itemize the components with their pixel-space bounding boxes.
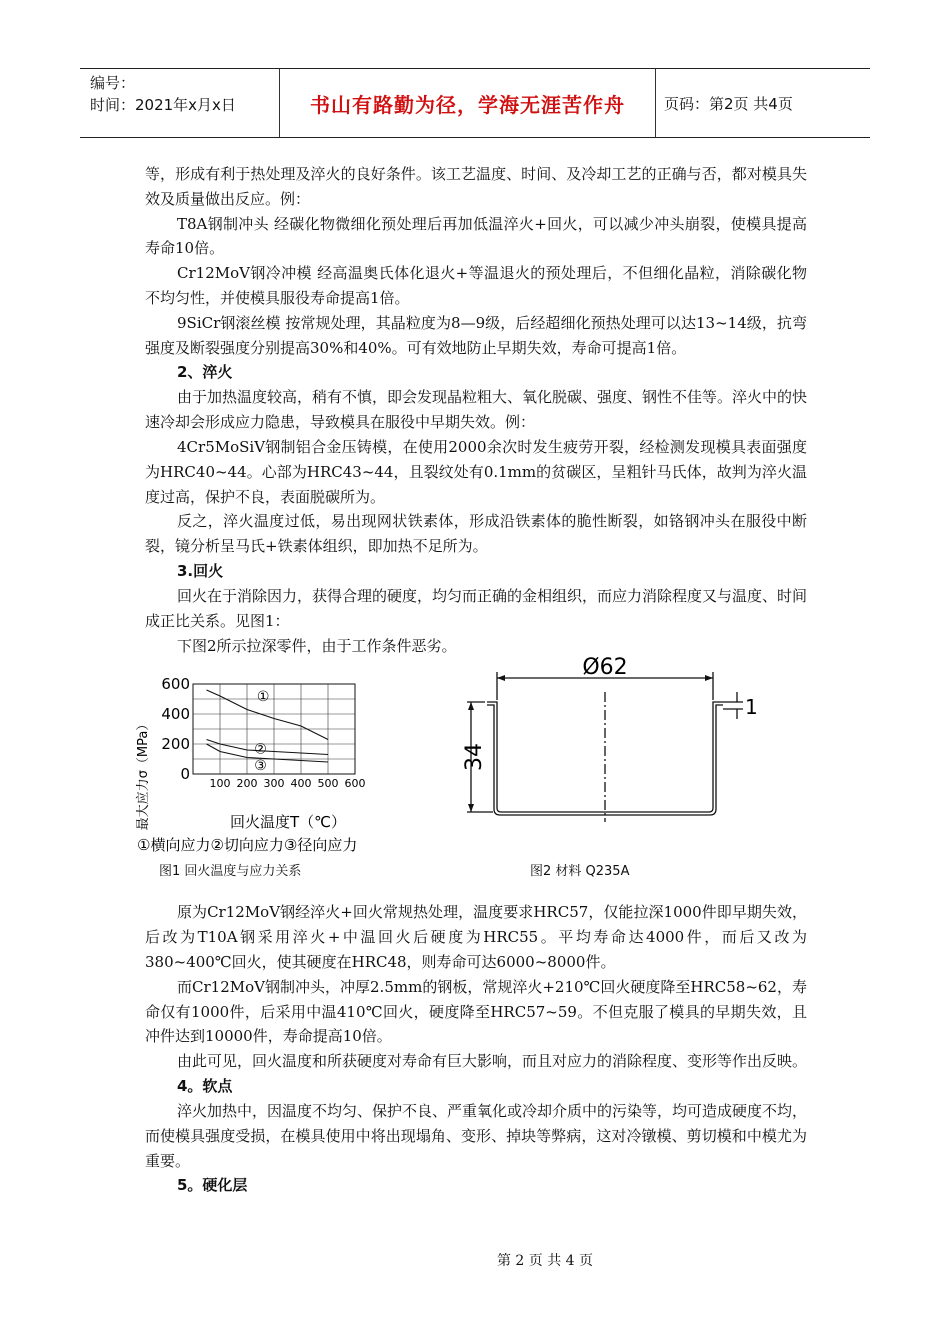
x-tick-label: 300 (263, 777, 285, 791)
x-tick-label: 400 (290, 777, 312, 791)
section-heading-soft-spot: 4。软点 (177, 1076, 233, 1095)
y-tick-label: 400 (161, 705, 190, 724)
document-body (136, 162, 808, 1198)
page-header (80, 68, 870, 138)
chart-grid (193, 684, 355, 774)
section-heading-hardened-layer: 5。硬化层 (177, 1176, 248, 1195)
chart-x-ticks (210, 777, 366, 790)
paragraph: 等，形成有利于热处理及淬火的良好条件。该工艺温度、时间、及冷却工艺的正确与否，都对模具失效及质量做出反应。例： (145, 165, 807, 208)
figure-2-drawing (462, 655, 758, 852)
chart-y-axis-label: 最大应力σ（MPa） (136, 718, 151, 831)
paragraph: 由于加热温度较高，稍有不慎，即会发现晶粒粗大、氧化脱碳、强度、钢性不佳等。淬火中的快速冷却会形成应力隐患，导致模具在服役中早期失效。例： (145, 388, 808, 432)
y-tick-label: 0 (180, 765, 190, 784)
figure-1-caption: 图1 回火温度与应力关系 (159, 864, 302, 880)
paragraph: 反之，淬火温度过低，易出现网状铁素体，形成沿铁素体的脆性断裂，如铬钢冲头在服役中断裂，镜分析呈马氏+铁素体组织，即加热不足所为。 (145, 512, 807, 556)
section-heading-temper: 3.回火 (177, 561, 224, 580)
chart-y-ticks (161, 675, 190, 783)
header-page-info: 页码：第2页 共4页 (664, 94, 793, 113)
document-date-label: 时间：2021年x月x日 (90, 96, 236, 114)
paragraph: T8A钢制冲头 经碳化物微细化预处理后再加低温淬火+回火，可以减少冲头崩裂，使模具提高寿命10倍。 (145, 214, 807, 258)
x-tick-label: 600 (344, 777, 366, 791)
y-tick-label: 200 (161, 735, 190, 754)
chart-x-axis-label: 回火温度T（℃） (229, 813, 347, 832)
paragraph: 下图2所示拉深零件，由于工作条件恶劣。 (177, 636, 457, 655)
height-label: 34 (462, 743, 487, 772)
paragraph: 原为Cr12MoV钢经淬火+回火常规热处理，温度要求HRC57，仅能拉深1000件即早期失效，后改为T10A钢采用淬火+中温回火后硬度为HRC55。平均寿命达4000件，而后又改为380~400℃回火，使其硬度在HRC48，则寿命可达6000~8000件。 (145, 903, 807, 971)
y-tick-label: 600 (161, 675, 190, 694)
document-number-label: 编号： (90, 74, 136, 92)
paragraph: 淬火加热中，因温度不均匀、保护不良、严重氧化或冷却介质中的污染等，均可造成硬度不均，而使模具强度受损，在模具使用中将出现塌角、变形、掉块等弊病，这对冷镦模、剪切模和中模尤为重要。 (145, 1101, 808, 1170)
curve-marker-3: ③ (254, 758, 267, 775)
x-tick-label: 200 (236, 777, 258, 791)
paragraph: 4Cr5MoSiV钢制铝合金压铸模，在使用2000余次时发生疲劳开裂，经检测发现模具表面强度为HRC40~44。心部为HRC43~44，且裂纹处有0.1mm的贫碳区，呈粗针马氏体，故判为淬火温度过高，保护不良，表面脱碳所为。 (145, 437, 807, 506)
paragraph: 回火在于消除因力，获得合理的硬度，均匀而正确的金相组织，而应力消除程度又与温度、时间成正比关系。见图1： (145, 586, 808, 630)
paragraph: 9SiCr钢滚丝模 按常规处理，其晶粒度为8—9级，后经超细化预热处理可以达13~14级，抗弯强度及断裂强度分别提高30%和40%。可有效地防止早期失效，寿命可提高1倍。 (145, 313, 807, 357)
paragraph: Cr12MoV钢冷冲模 经高温奥氏体化退火+等温退火的预处理后，不但细化晶粒，消除碳化物不均匀性，并使模具服役寿命提高1倍。 (145, 264, 807, 307)
paragraph: 由此可见，回火温度和所获硬度对寿命有巨大影响，而且对应力的消除程度、变形等作出反映。 (177, 1052, 808, 1071)
footer-page-number: 第 2 页 共 4 页 (496, 1253, 594, 1269)
header-motto: 书山有路勤为径，学海无涯苦作舟 (280, 69, 656, 137)
curve-marker-1: ① (256, 689, 270, 706)
page-footer (0, 1250, 950, 1270)
section-heading-quench: 2、淬火 (177, 363, 233, 382)
chart-legend: ①横向应力②切向应力③径向应力 (137, 836, 358, 855)
paragraph: 而Cr12MoV钢制冲头，冲厚2.5mm的钢板，常规淬火+210℃回火硬度降至HRC58~62，寿命仅有1000件，后采用中温410℃回火，硬度降至HRC57~59。不但克服了模具的早期失效，且冲件达到10000件，寿命提高10倍。 (145, 977, 807, 1046)
x-tick-label: 500 (317, 777, 339, 791)
figures-row (136, 655, 807, 900)
x-tick-label: 100 (209, 777, 231, 791)
figure-2-caption: 图2 材料 Q235A (530, 864, 630, 880)
chart-curve-markers (254, 689, 269, 774)
lip-label: 1 (745, 695, 758, 720)
curve-marker-2: ② (254, 741, 267, 758)
header-meta (80, 69, 280, 137)
diameter-label: Ø62 (582, 655, 628, 681)
figure-1-chart (133, 662, 433, 857)
